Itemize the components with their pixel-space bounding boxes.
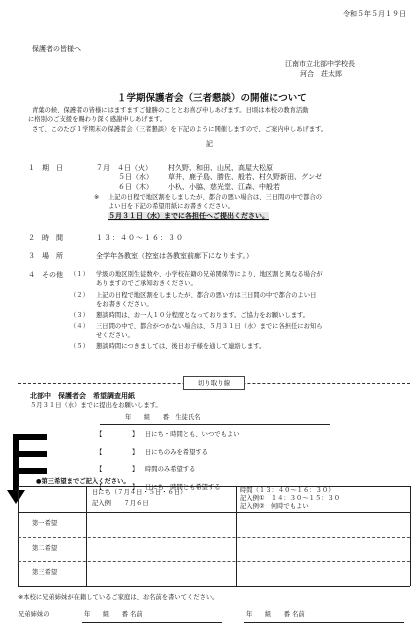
choice-1-open: 【 <box>96 431 103 438</box>
second-choice-date-field[interactable] <box>88 539 234 560</box>
form-heading: 北部中 保護者会 希望調査用紙 <box>30 392 135 400</box>
other-1-line-1: 学級の地区別生徒数や、小学校在籍の兄弟関係等により、地区割と異なる場合が <box>96 271 323 278</box>
ki-marker: 記 <box>206 140 213 148</box>
date-2: ５日（水） <box>118 173 153 181</box>
choice-4-open: 【 <box>96 484 103 491</box>
other-num-2: （２） <box>70 292 89 299</box>
note-line-2: よい日を下記の希望用紙にお書きください。 <box>108 203 234 210</box>
row-label-third: 第三希望 <box>32 569 58 576</box>
areas-3: 小杁、小脇、慈光堂、江森、中般若 <box>168 183 280 191</box>
choice-3-close[interactable]: 】 <box>132 466 139 473</box>
box-right <box>410 486 411 586</box>
first-choice-date-field[interactable] <box>88 514 234 535</box>
sibling-field-1[interactable]: 年 組 番 名前 <box>84 611 143 618</box>
choice-2-label: 日にちのみを希望する <box>145 449 208 456</box>
col-date-example: 記入例 ７月６日 <box>92 500 149 507</box>
box-header-row-line <box>18 512 410 513</box>
note-mark: ※ <box>94 194 100 201</box>
choice-4-label: 日にち・時間とも希望する <box>145 484 221 491</box>
box-header: ●第三希望までご記入ください。 <box>36 478 130 485</box>
intro-line-3: さて、このたび１学期末の保護者会（三者懇談）を下記のように開催しますので、ご案内申しあげます。 <box>32 126 328 133</box>
date-1: ７月 ４日（火） <box>96 164 152 172</box>
box-row-line-1 <box>18 537 410 538</box>
sibling-underline-2 <box>244 622 404 623</box>
sender-principal: 河合 荘太郎 <box>300 70 342 78</box>
other-num-1: （１） <box>70 271 89 278</box>
other-2-line-1: 上記の日程で地区割をしましたが、都合の悪い方は三日間の中で都合のよい日 <box>96 292 317 299</box>
other-3-line-1: 懇談時間は、お一人１０分程度となっております。ご協力をお願いします。 <box>96 312 310 319</box>
student-name-line: 年 組 番 生徒氏名 <box>125 414 201 421</box>
areas-2: 草井、鹿子島、勝佐、般若、村久野新田、グンゼ <box>168 173 322 181</box>
intro-line-1: 青葉の候、保護者の皆様にはますますご健勝のこととお喜び申しあげます。日頃は本校の教育活動 <box>32 107 309 114</box>
row-label-second: 第二希望 <box>32 545 58 552</box>
sibling-field-2[interactable]: 年 組 番 名前 <box>246 611 305 618</box>
box-top <box>18 486 410 487</box>
other-4-line-1: 三日間の中で、都合がつかない場合は、５月３１日（水）までに各担任にお知ら <box>96 323 323 330</box>
other-num-4: （４） <box>70 323 89 330</box>
col-date-title: 日にち（７月４日・５日・６日） <box>92 489 187 496</box>
row-label-first: 第一希望 <box>32 520 58 527</box>
second-choice-time-field[interactable] <box>238 539 408 560</box>
box-left <box>18 486 19 586</box>
col-time-example-2: 記入例② 何時でもよい <box>240 503 309 510</box>
choice-2-open: 【 <box>96 449 103 456</box>
note-line-1: 上記の日程で地区割をしましたが、都合の悪い場合は、三日間の中で都合の <box>108 194 323 201</box>
third-choice-date-field[interactable] <box>88 563 234 584</box>
date-3: ６日（木） <box>118 183 153 191</box>
choice-1-close[interactable]: 】 <box>132 431 139 438</box>
issue-date: 令和５年５月１９日 <box>343 10 406 18</box>
deadline-highlight: ５月３１日（水）までに各担任へご提出ください。 <box>108 212 269 220</box>
recipient: 保護者の皆様へ <box>32 45 81 53</box>
first-choice-time-field[interactable] <box>238 514 408 535</box>
choice-2-close[interactable]: 】 <box>132 449 139 456</box>
flow-arrow-icon <box>0 426 60 506</box>
sender-school: 江南市立北部中学校長 <box>285 60 355 68</box>
time-label: ２ 時 間 <box>28 234 63 242</box>
areas-1: 村久野、和田、山尻、高屋大松原 <box>168 164 273 172</box>
other-num-3: （３） <box>70 312 89 319</box>
other-4-line-2: せください。 <box>96 332 134 339</box>
place-label: ３ 場 所 <box>28 252 63 260</box>
intro-line-2: に格別のご支援を賜わり深く感謝申しあげます。 <box>28 116 167 123</box>
time-value: １３：４０～１６：３０ <box>96 234 184 242</box>
col-time-title: 時間（１３：４０～１６：３０） <box>240 487 335 494</box>
period-label: １ 期 日 <box>28 164 63 172</box>
cut-line-label: 切り取り線 <box>183 376 245 390</box>
sibling-label: 兄弟姉妹の <box>18 611 50 618</box>
box-row-line-2 <box>18 561 410 562</box>
other-1-line-2: ありますのでご承知おきください。 <box>96 280 197 287</box>
choice-3-label: 時間のみ希望する <box>145 466 196 473</box>
place-value: 全学年各教室（控室は各教室前廊下になります。） <box>96 252 253 260</box>
other-label: ４ その他 <box>28 271 63 279</box>
document-title: １学期保護者会（三者懇談）の開催について <box>117 93 307 104</box>
other-5-line-1: 懇談時間につきましては、後日お子様を通して連絡します。 <box>96 343 266 350</box>
form-deadline: ５月３１日（水）までに提出をお願いします。 <box>30 402 162 409</box>
third-choice-time-field[interactable] <box>238 563 408 584</box>
choice-3-open: 【 <box>96 466 103 473</box>
sibling-note: ※本校に兄弟姉妹が在籍しているご家庭は、お名前を書いてください。 <box>18 594 219 601</box>
other-num-5: （５） <box>70 343 89 350</box>
choice-1-label: 日にち・時間とも、いつでもよい <box>145 431 240 438</box>
box-col-divider-2 <box>236 486 237 586</box>
sibling-underline-1 <box>82 622 222 623</box>
student-name-underline <box>100 424 330 425</box>
other-2-line-2: をお書きください。 <box>96 301 153 308</box>
box-bottom <box>18 586 410 587</box>
choice-4-close[interactable]: 】 <box>132 484 139 491</box>
box-col-divider-1 <box>86 486 87 586</box>
col-time-example-1: 記入例① １４：３０～１５：３０ <box>240 495 341 502</box>
